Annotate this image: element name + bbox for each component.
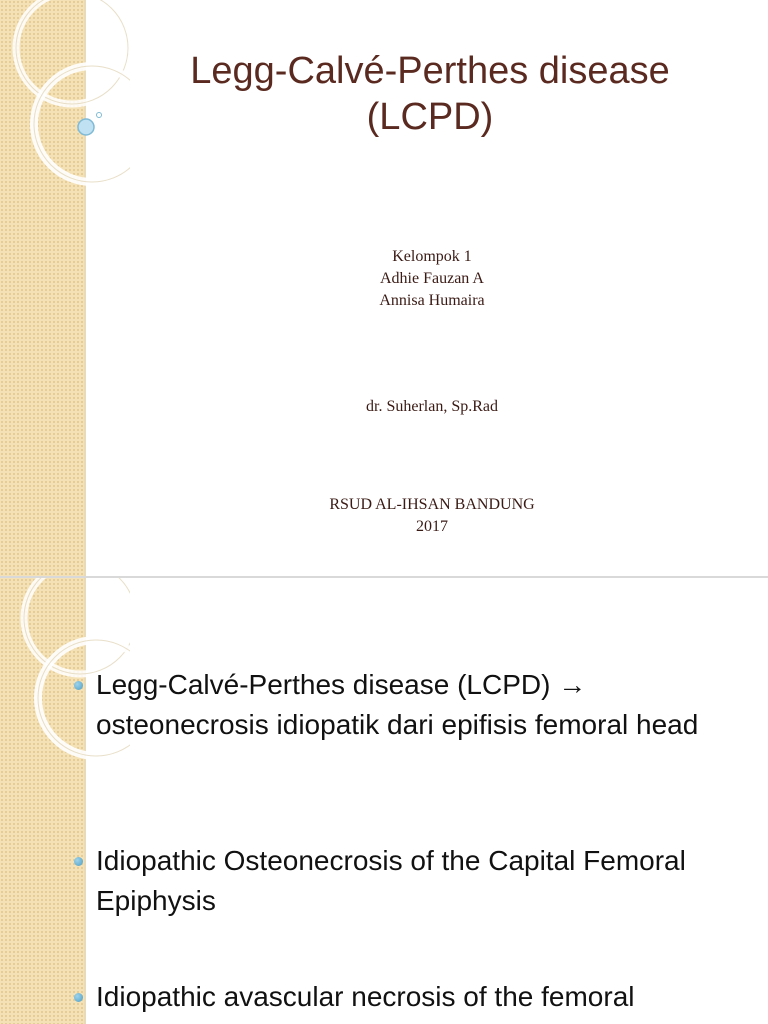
bullet-dot-icon	[74, 857, 83, 866]
supervisor	[130, 396, 734, 418]
content-slide	[0, 578, 768, 1024]
bullet-dot-icon	[74, 681, 83, 690]
list-item	[96, 841, 736, 921]
list-item	[96, 977, 736, 1017]
supervisor-name: dr. Suherlan, Sp.Rad	[366, 398, 498, 415]
bullet-text: Idiopathic Osteonecrosis of the Capital Femoral Epiphysis	[96, 845, 686, 916]
institution	[130, 494, 734, 538]
small-bubble-icon	[97, 113, 102, 118]
group-name: Kelompok 1	[392, 248, 472, 265]
slide-title	[120, 48, 740, 140]
hospital-name: RSUD AL-IHSAN BANDUNG	[329, 496, 535, 513]
bullet-text-continued: osteonecrosis idiopatik dari epifisis femoral head	[96, 709, 699, 740]
list-item	[96, 665, 736, 745]
bubble-icon	[78, 119, 94, 135]
bullet-dot-icon	[74, 993, 83, 1002]
member-name: Adhie Fauzan A	[380, 270, 484, 287]
decorative-rings	[0, 0, 130, 576]
bullet-text: Idiopathic avascular necrosis of the femoral	[96, 981, 635, 1012]
bullet-text: Legg-Calvé-Perthes disease (LCPD)	[96, 669, 559, 700]
title-line-2: (LCPD)	[366, 96, 494, 138]
title-line-1: Legg-Calvé-Perthes disease	[190, 50, 670, 92]
right-arrow-icon: →	[558, 669, 587, 700]
decorative-rings	[0, 578, 130, 1024]
group-members	[130, 246, 734, 312]
member-name: Annisa Humaira	[379, 292, 485, 309]
year: 2017	[416, 518, 448, 535]
